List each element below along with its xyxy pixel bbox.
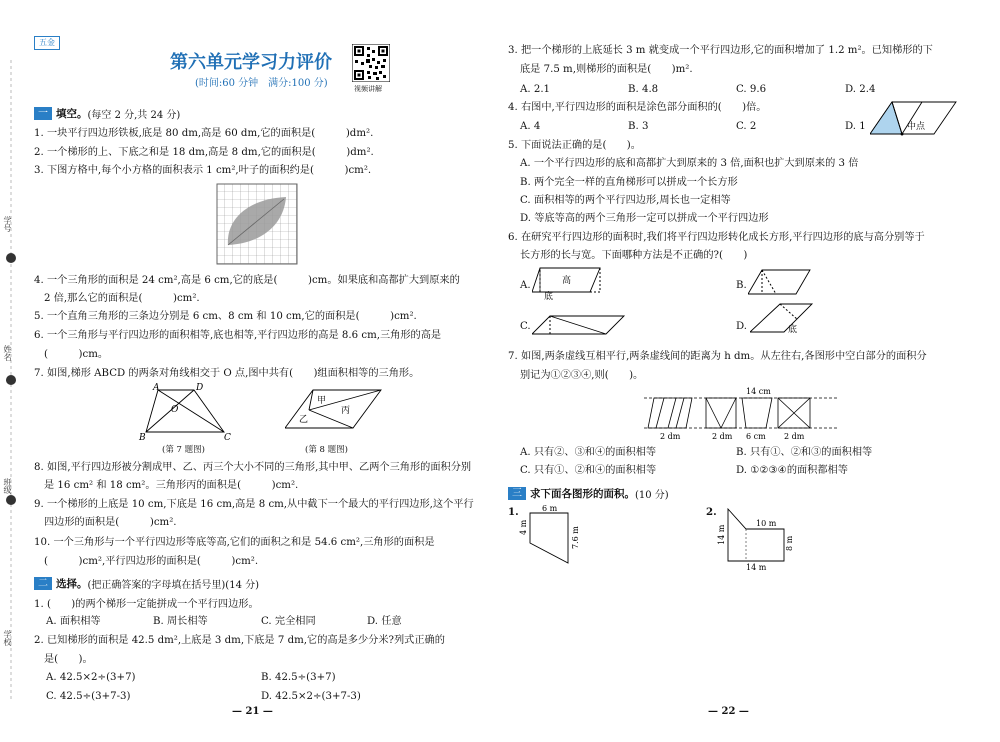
bottom-width-label: 14 m [746,563,767,571]
choice-4-option-a: A. 4 [520,121,541,132]
choice-6-line-2: 长方形的长与宽。下面哪种方法是不正确的?( ) [520,250,748,261]
choice-1-option-b: B. 周长相等 [153,616,208,627]
figure-2-number: 2. [706,506,717,518]
method-b-figure [748,268,818,302]
midpoint-label: 中点 [907,122,926,132]
method-c-figure [532,312,632,342]
height-label: 高 [562,276,572,286]
vertex-B: B [139,433,146,443]
section-header-1 [34,106,180,121]
section-label: 求下面各图形的面积。 [530,488,635,500]
question-8-line-1: 8. 如图,平行四边形被分割成甲、乙、丙三个大小不同的三角形,其中甲、乙两个三角形的面积分别 [34,462,472,473]
bottom-label-4: 2 dm [784,432,805,441]
choice-7-option-a: A. 只有②、③和④的面积相等 [520,447,657,458]
width-label: 10 m [756,519,777,528]
choice-5: 5. 下面说法正确的是( )。 [508,140,641,151]
option-a-label: A. [520,280,531,291]
choice-4-option-d: D. 1 [845,121,866,132]
section-label: 选择。 [56,578,88,590]
question-5: 5. 一个直角三角形的三条边分别是 6 cm、8 cm 和 10 cm,它的面积是( )cm². [34,311,417,322]
choice-4-option-b: B. 3 [628,121,649,132]
section-label: 填空。 [56,108,88,120]
choice-7-line-1: 7. 如图,两条虚线互相平行,两条虚线间的距离为 h dm。从左往右,各图形中空白部分的面积分 [508,351,927,362]
right-side-label: 7.6 m [571,526,580,549]
sidebar-label: 班级 [3,478,12,494]
choice-5-option-a: A. 一个平行四边形的底和高都扩大到原来的 3 倍,面积也扩大到原来的 3 倍 [520,158,859,169]
choice-4-option-c: C. 2 [736,121,757,132]
choice-3-option-c: C. 9.6 [736,84,767,95]
figure-7-caption: (第 7 题图) [162,445,205,455]
section-note: (10 分) [635,490,669,501]
choice-5-option-d: D. 等底等高的两个三角形一定可以拼成一个平行四边形 [520,213,769,224]
page-title: 第六单元学习力评价 [170,52,332,73]
choice-7-line-2: 别记为①②③④,则( )。 [520,370,644,381]
left-side-label: 4 m [519,519,528,535]
section-note: (每空 2 分,共 24 分) [87,110,181,121]
section-number: 二 [34,577,52,590]
question-7: 7. 如图,梯形 ABCD 的两条对角线相交于 O 点,图中共有( )组面积相等的三角形。 [34,368,420,379]
option-b-label: B. [736,280,747,291]
vertex-C: C [224,433,231,443]
trapezoid-figure [136,382,236,448]
sidebar-label: 学校 [3,630,12,646]
binding-sidebar [0,0,22,742]
section-header-3 [508,486,669,501]
question-4-line-2: 2 倍,那么它的面积是( )cm². [44,293,200,304]
top-length-label: 14 cm [746,387,771,396]
choice-1-option-a: A. 面积相等 [46,616,101,627]
page-subtitle: (时间:60 分钟 满分:100 分) [195,78,328,89]
choice-3-line-2: 底是 7.5 m,则梯形的面积是( )m². [520,64,693,75]
choice-5-option-b: B. 两个完全一样的直角梯形可以拼成一个长方形 [520,177,738,188]
question-10-line-1: 10. 一个三角形与一个平行四边形等底等高,它们的面积之和是 54.6 cm²,三角形的面积是 [34,537,435,548]
choice-2-line-2: 是( )。 [44,654,93,665]
bottom-label-2: 2 dm [712,432,733,441]
choice-7-option-c: C. 只有①、②和④的面积相等 [520,465,657,476]
method-d-figure [750,302,820,340]
qr-caption: 视频讲解 [354,85,382,93]
choice-1-option-c: C. 完全相同 [261,616,316,627]
height-label-2: 14 m [717,524,726,545]
choice-2-line-1: 2. 已知梯形的面积是 42.5 dm²,上底是 3 dm,下底是 7 dm,它的高是多少分米?列式正确的 [34,635,445,646]
region-bing: 丙 [341,406,351,416]
choice-2-option-c: C. 42.5÷(3+7-3) [46,691,131,702]
leaf-grid-figure [216,183,298,269]
trapezoid-area-figure [516,505,596,573]
choice-7-option-b: B. 只有①、②和③的面积相等 [736,447,873,458]
choice-3-line-1: 3. 把一个梯形的上底延长 3 m 就变成一个平行四边形,它的面积增加了 1.2 m²。已知梯形的下 [508,45,933,56]
question-1: 1. 一块平行四边形铁板,底是 80 dm,高是 60 dm,它的面积是( )dm². [34,128,374,139]
top-base-label: 6 m [542,505,558,513]
option-c-label: C. [520,321,531,332]
parallel-lines-figure [642,386,842,446]
composite-area-figure [712,505,802,575]
vertex-A: A [153,383,160,393]
choice-1: 1. ( )的两个梯形一定能拼成一个平行四边形。 [34,599,259,610]
badge: 五金 [34,36,60,50]
choice-6-line-1: 6. 在研究平行四边形的面积时,我们将平行四边形转化成长方形,平行四边形的底与高分别等于 [508,232,925,243]
sidebar-label: 学号 [3,216,12,232]
region-jia: 甲 [317,396,327,406]
choice-3-option-d: D. 2.4 [845,84,876,95]
bottom-label-3: 6 cm [746,432,766,441]
choice-5-option-c: C. 面积相等的两个平行四边形,周长也一定相等 [520,195,731,206]
question-9-line-1: 9. 一个梯形的上底是 10 cm,下底是 16 cm,高是 8 cm,从中截下一个最大的平行四边形,这个平行 [34,499,474,510]
bottom-label-1: 2 dm [660,432,681,441]
question-2: 2. 一个梯形的上、下底之和是 18 dm,高是 8 dm,它的面积是( )dm². [34,147,374,158]
section-number: 一 [34,107,52,120]
option-d-label: D. [736,321,748,332]
choice-7-option-d: D. ①②③④的面积都相等 [736,465,848,476]
question-6-line-1: 6. 一个三角形与平行四边形的面积相等,底也相等,平行四边形的高是 8.6 cm,三角形的高是 [34,330,442,341]
choice-2-option-a: A. 42.5×2÷(3+7) [46,672,136,683]
question-10-line-2: ( )cm²,平行四边形的面积是( )cm². [44,556,259,567]
question-4-line-1: 4. 一个三角形的面积是 24 cm²,高是 6 cm,它的底是( )cm。如果底和高都扩大到原来的 [34,275,460,286]
vertex-O: O [171,405,179,415]
method-a-figure [532,266,622,304]
figure-1-number: 1. [508,506,519,518]
parallelogram-figure [285,388,385,436]
page-number-right: — 22 — [708,706,749,717]
vertex-D: D [196,383,204,393]
section-number: 三 [508,487,526,500]
right-height-label: 8 m [785,535,794,551]
question-8-line-2: 是 16 cm² 和 18 cm²。三角形丙的面积是( )cm². [44,480,299,491]
region-yi: 乙 [299,415,309,425]
choice-3-option-a: A. 2.1 [520,84,551,95]
base-label: 底 [544,292,554,300]
page-number-left: — 21 — [232,706,273,717]
sidebar-label: 姓名 [3,345,12,361]
shaded-parallelogram-figure [870,100,960,144]
choice-1-option-d: D. 任意 [367,616,402,627]
qr-code [352,44,390,82]
question-6-line-2: ( )cm。 [44,349,109,360]
question-9-line-2: 四边形的面积是( )cm². [44,517,177,528]
choice-2-option-b: B. 42.5÷(3+7) [261,672,336,683]
choice-3-option-b: B. 4.8 [628,84,659,95]
figure-8-caption: (第 8 题图) [305,445,348,455]
section-header-2 [34,576,259,591]
section-note: (把正确答案的字母填在括号里)(14 分) [87,580,260,591]
base-label-d: 底 [788,325,798,335]
question-3: 3. 下图方格中,每个小方格的面积表示 1 cm²,叶子的面积约是( )cm². [34,165,372,176]
choice-4: 4. 右图中,平行四边形的面积是涂色部分面积的( )倍。 [508,102,767,113]
choice-2-option-d: D. 42.5×2÷(3+7-3) [261,691,361,702]
